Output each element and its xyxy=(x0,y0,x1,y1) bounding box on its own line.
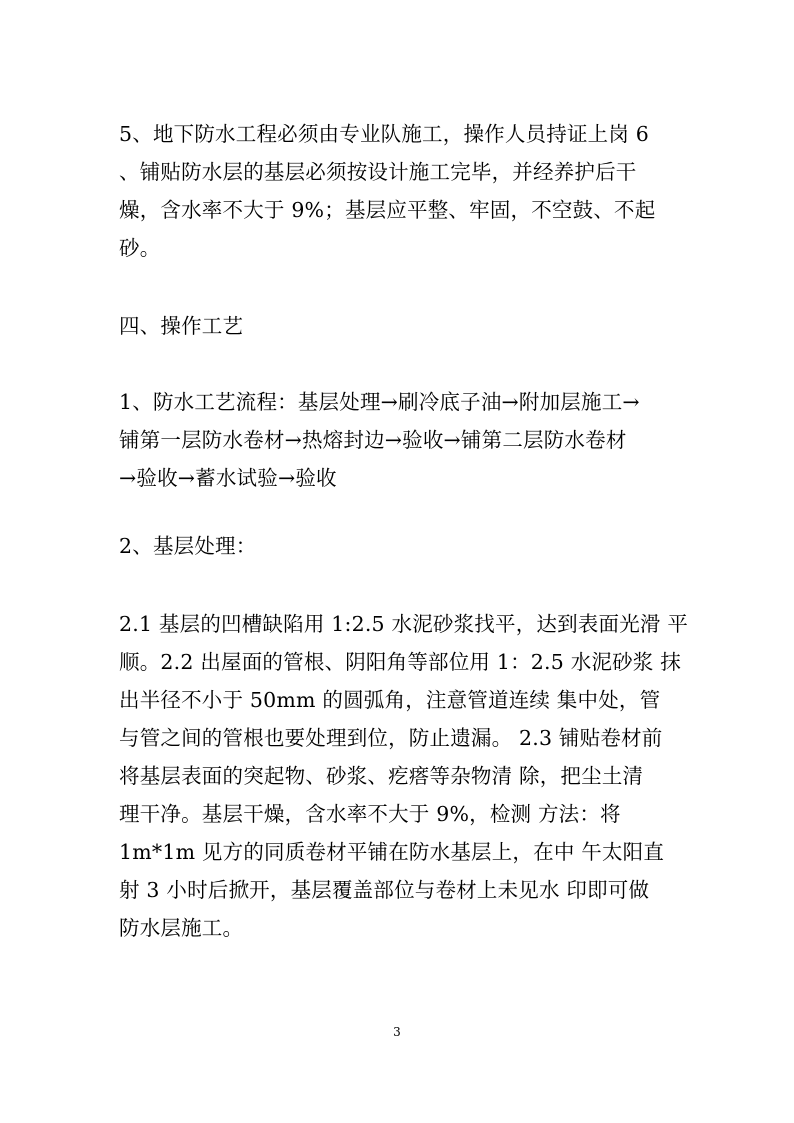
text-line: 四、操作工艺 xyxy=(119,314,244,338)
text-line: 防水层施工。 xyxy=(119,916,244,940)
text-line: 铺第一层防水卷材→热熔封边→验收→铺第二层防水卷材 xyxy=(119,428,627,452)
text-line: 2、基层处理： xyxy=(119,534,257,558)
text-line: 砂。 xyxy=(119,236,161,260)
text-line: 5、地下防水工程必须由专业队施工，操作人员持证上岗 6 xyxy=(119,122,650,146)
text-line: 与管之间的管根也要处理到位，防止遗漏。 2.3 铺贴卷材前 xyxy=(119,726,663,750)
text-line: 燥，含水率不大于 9%；基层应平整、牢固，不空鼓、不起 xyxy=(119,198,656,222)
subheading-base-treatment xyxy=(119,527,679,565)
text-line: 出半径不小于 50mm 的圆弧角，注意管道连续 集中处，管 xyxy=(119,688,661,712)
text-line: 2.1 基层的凹槽缺陷用 1:2.5 水泥砂浆找平，达到表面光滑 平 xyxy=(119,612,689,636)
text-line: 将基层表面的突起物、砂浆、疙瘩等杂物清 除，把尘土清 xyxy=(119,764,644,788)
text-line: 顺。2.2 出屋面的管根、阴阳角等部位用 1：2.5 水泥砂浆 抹 xyxy=(119,650,681,674)
section-heading-operation-process xyxy=(119,307,679,345)
page-number: 3 xyxy=(393,1025,401,1039)
paragraph-requirements-5 xyxy=(119,115,679,267)
text-line: 射 3 小时后掀开，基层覆盖部位与卷材上未见水 印即可做 xyxy=(119,878,650,902)
text-line: 1m*1m 见方的同质卷材平铺在防水基层上，在中 午太阳直 xyxy=(119,840,665,864)
text-line: →验收→蓄水试验→验收 xyxy=(119,466,337,490)
paragraph-process-flow xyxy=(119,383,679,497)
text-line: 1、防水工艺流程：基层处理→刷冷底子油→附加层施工→ xyxy=(119,390,640,414)
text-line: 理干净。基层干燥，含水率不大于 9%，检测 方法：将 xyxy=(119,802,621,826)
paragraph-base-treatment-details xyxy=(119,605,689,947)
text-line: 、铺贴防水层的基层必须按设计施工完毕，并经养护后干 xyxy=(119,160,637,184)
